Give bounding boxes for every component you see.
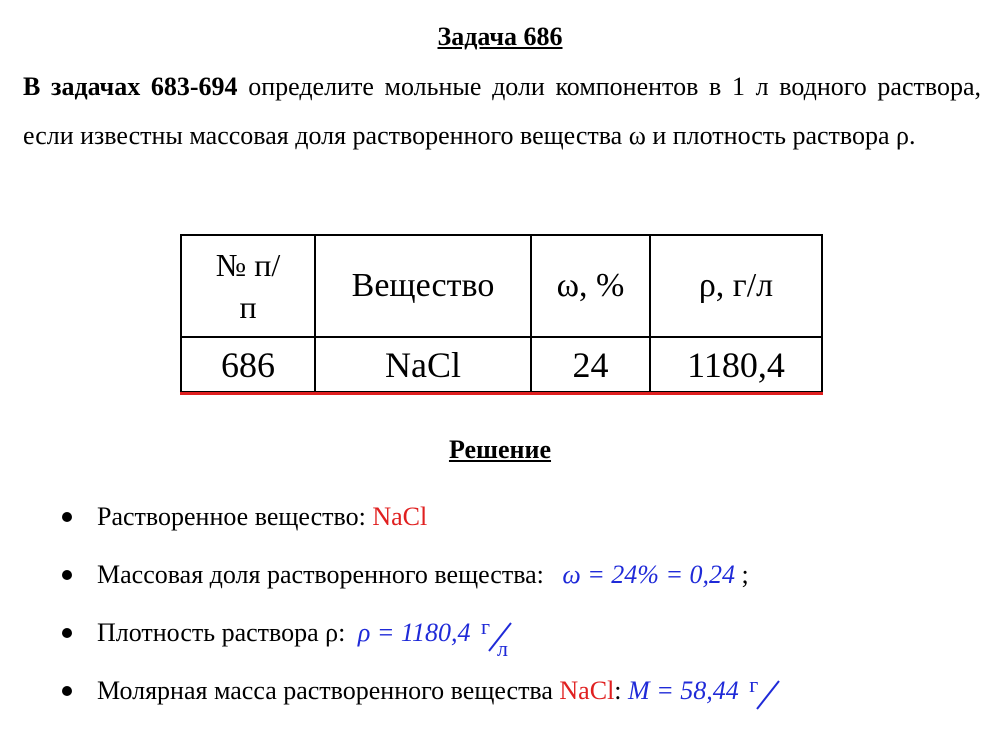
bullet-dot-icon	[62, 570, 72, 580]
item-label: Массовая доля растворенного вещества:	[97, 560, 551, 589]
header-number-label: № п/п	[215, 247, 281, 325]
list-item	[0, 671, 791, 729]
item-value: NaCl	[559, 676, 615, 705]
solution-heading: Решение	[448, 435, 552, 464]
data-table-wrapper	[180, 234, 823, 393]
header-substance: Вещество	[315, 235, 531, 337]
data-table	[180, 234, 823, 393]
unit-fraction	[745, 671, 791, 711]
header-number	[181, 235, 315, 337]
list-item	[0, 555, 791, 613]
bullet-dot-icon	[62, 686, 72, 696]
list-item	[0, 497, 791, 555]
item-formula: ρ = 1180,4	[357, 618, 471, 647]
unit-numerator: г	[749, 672, 759, 697]
item-colon: :	[614, 676, 629, 705]
unit-numerator: г	[480, 614, 491, 639]
item-formula: ω = 24% = 0,24	[562, 560, 735, 589]
problem-statement	[23, 62, 981, 160]
table-underline	[180, 392, 823, 395]
solution-list	[0, 497, 791, 729]
bullet-dot-icon	[62, 512, 72, 522]
item-value: NaCl	[372, 502, 428, 531]
item-label: Плотность раствора ρ:	[97, 618, 352, 647]
item-suffix: ;	[735, 560, 749, 589]
unit-denominator: л	[496, 636, 508, 661]
header-omega: ω, %	[531, 235, 650, 337]
cell-substance: NaCl	[315, 337, 531, 392]
cell-number: 686	[181, 337, 315, 392]
bullet-dot-icon	[62, 628, 72, 638]
cell-rho: 1180,4	[650, 337, 822, 392]
cell-omega: 24	[531, 337, 650, 392]
unit-fraction	[477, 613, 523, 661]
statement-text: определите мольные доли компонентов в 1 л водного раствора, если известны массовая доля растворенного вещества ω и плотность раствора ρ.	[23, 72, 981, 150]
item-formula: M = 58,44	[628, 676, 739, 705]
list-item	[0, 613, 791, 671]
item-label: Растворенное вещество:	[97, 502, 373, 531]
item-label: Молярная масса растворенного вещества	[97, 676, 560, 705]
problem-title: Задача 686	[437, 22, 563, 51]
header-rho: ρ, г/л	[650, 235, 822, 337]
table-row	[181, 337, 822, 392]
statement-bold-prefix: В задачах 683-694	[23, 72, 238, 101]
table-header-row	[181, 235, 822, 337]
